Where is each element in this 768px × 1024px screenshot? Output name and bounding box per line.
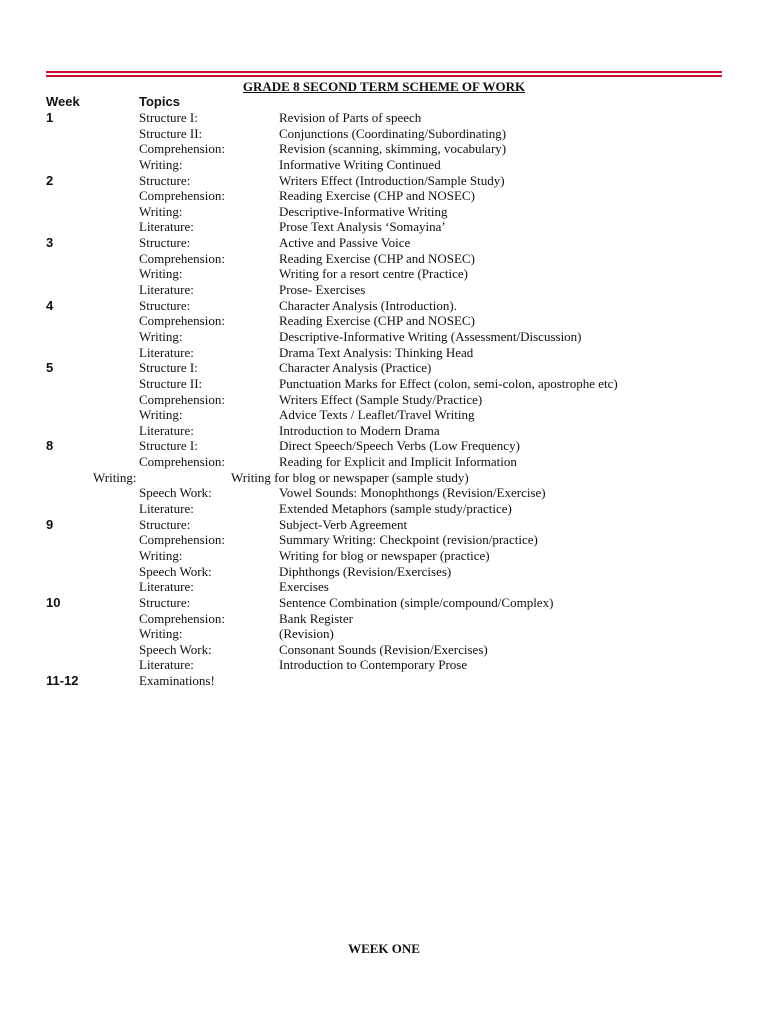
table-row: [0, 517, 768, 533]
table-row: [0, 579, 768, 595]
table-row: [0, 282, 768, 298]
table-row: [0, 454, 768, 470]
topic-description: Reading for Explicit and Implicit Information: [279, 454, 517, 470]
table-row: [0, 485, 768, 501]
topic-description: Reading Exercise (CHP and NOSEC): [279, 188, 475, 204]
topic-category: Comprehension:: [139, 141, 225, 157]
topic-description: Consonant Sounds (Revision/Exercises): [279, 641, 488, 657]
topic-category: Speech Work:: [139, 641, 212, 657]
topic-category: Structure:: [139, 516, 191, 532]
topic-category: Speech Work:: [139, 563, 212, 579]
topic-description: Extended Metaphors (sample study/practice): [279, 501, 512, 517]
topic-description: Introduction to Modern Drama: [279, 422, 440, 438]
topic-category: Literature:: [139, 579, 194, 595]
topic-description: Character Analysis (Introduction).: [279, 297, 457, 313]
topic-description: Informative Writing Continued: [279, 156, 441, 172]
table-row: [0, 173, 768, 189]
topic-category: Writing:: [139, 626, 183, 642]
topic-description: Prose Text Analysis ‘Somayina’: [279, 219, 446, 235]
table-row: [0, 470, 768, 486]
topic-description: Writers Effect (Introduction/Sample Study): [279, 172, 505, 188]
scheme-table: [0, 110, 768, 689]
week-number: 1: [46, 110, 54, 125]
table-row: [0, 376, 768, 392]
topic-description: Sentence Combination (simple/compound/Complex): [279, 594, 554, 610]
topic-category: Writing:: [139, 547, 183, 563]
table-row: [0, 141, 768, 157]
topic-category: Structure II:: [139, 125, 203, 141]
topic-category: Writing:: [139, 328, 183, 344]
topic-category: Comprehension:: [139, 391, 225, 407]
table-row: [0, 251, 768, 267]
topic-description: Bank Register: [279, 610, 354, 626]
week-column-header: Week: [46, 94, 80, 109]
topic-description: Descriptive-Informative Writing (Assessment/Discussion): [279, 328, 582, 344]
topic-description: Introduction to Contemporary Prose: [279, 657, 468, 673]
topic-category: Comprehension:: [139, 188, 225, 204]
topic-category: Comprehension:: [139, 454, 225, 470]
table-row: [0, 204, 768, 220]
table-row: [0, 611, 768, 627]
topic-description: Revision (scanning, skimming, vocabulary): [279, 141, 507, 157]
topic-category: Literature:: [139, 344, 194, 360]
table-header: [0, 94, 768, 110]
topic-category: Literature:: [139, 501, 194, 517]
week-number: 3: [46, 235, 54, 251]
topic-category: Structure:: [139, 297, 191, 313]
header-rule-bottom: [46, 75, 722, 77]
table-row: [0, 532, 768, 548]
table-row: [0, 548, 768, 564]
table-row: [0, 501, 768, 517]
table-row: [0, 595, 768, 611]
topic-category: Comprehension:: [139, 532, 225, 548]
topic-category: Writing:: [139, 156, 183, 172]
topic-description: Writers Effect (Sample Study/Practice): [279, 391, 483, 407]
topic-category: Structure:: [139, 594, 191, 610]
table-row: [0, 423, 768, 439]
topic-category: Literature:: [139, 422, 194, 438]
topic-category: Structure I:: [139, 110, 198, 125]
table-row: [0, 188, 768, 204]
topic-category: Literature:: [139, 219, 194, 235]
table-row: [0, 126, 768, 142]
topic-description: Reading Exercise (CHP and NOSEC): [279, 250, 475, 266]
topic-category: Literature:: [139, 657, 194, 673]
topic-description: Conjunctions (Coordinating/Subordinating): [279, 125, 507, 141]
table-row: [0, 360, 768, 376]
topic-category: Writing:: [139, 266, 183, 282]
topic-description: Writing for a resort centre (Practice): [279, 266, 468, 282]
topic-description: Exercises: [279, 579, 329, 595]
table-row: [0, 673, 768, 689]
topic-category: Writing:: [139, 407, 183, 423]
topic-category: Structure I:: [139, 438, 198, 454]
week-number: 5: [46, 360, 54, 376]
topic-description: Direct Speech/Speech Verbs (Low Frequency): [279, 438, 520, 454]
topic-description: Drama Text Analysis: Thinking Head: [279, 344, 474, 360]
table-row: [0, 564, 768, 580]
topic-description: Active and Passive Voice: [279, 235, 411, 251]
document-title: GRADE 8 SECOND TERM SCHEME OF WORK: [242, 79, 526, 94]
table-row: [0, 157, 768, 173]
table-row: [0, 219, 768, 235]
table-row: [0, 407, 768, 423]
topic-category: Structure:: [139, 235, 191, 251]
topic-description: Prose- Exercises: [279, 282, 366, 298]
week-number: 10: [46, 594, 61, 610]
table-row: [0, 313, 768, 329]
topic-category: Speech Work:: [139, 485, 212, 501]
topic-description: Revision of Parts of speech: [279, 110, 422, 125]
topic-description: Punctuation Marks for Effect (colon, semi-colon, apostrophe etc): [279, 375, 618, 391]
topic-description: Descriptive-Informative Writing: [279, 203, 448, 219]
section-heading: WEEK ONE: [348, 941, 420, 956]
topic-category: Examinations!: [139, 673, 215, 689]
table-row: [0, 345, 768, 361]
topic-category: Writing:: [139, 203, 183, 219]
topic-category: Writing:: [93, 469, 137, 485]
week-number: 4: [46, 297, 54, 313]
table-row: [0, 235, 768, 251]
table-row: [0, 110, 768, 126]
table-row: [0, 438, 768, 454]
table-row: [0, 298, 768, 314]
table-row: [0, 642, 768, 658]
topic-description: Diphthongs (Revision/Exercises): [279, 563, 452, 579]
table-row: [0, 266, 768, 282]
topic-category: Structure II:: [139, 375, 203, 391]
topic-category: Comprehension:: [139, 610, 225, 626]
topics-column-header: Topics: [139, 94, 180, 109]
topic-description: Reading Exercise (CHP and NOSEC): [279, 313, 475, 329]
week-number: 8: [46, 438, 54, 454]
table-row: [0, 329, 768, 345]
topic-category: Comprehension:: [139, 250, 225, 266]
topic-category: Structure I:: [139, 360, 198, 376]
topic-category: Comprehension:: [139, 313, 225, 329]
week-number: 11-12: [46, 673, 79, 689]
table-row: [0, 657, 768, 673]
week-number: 2: [46, 172, 54, 188]
topic-description: (Revision): [279, 626, 334, 642]
topic-category: Literature:: [139, 282, 194, 298]
table-row: [0, 392, 768, 408]
topic-description: Writing for blog or newspaper (practice): [279, 547, 490, 563]
header-rule-top: [46, 71, 722, 73]
topic-description: Summary Writing: Checkpoint (revision/practice): [279, 532, 538, 548]
topic-description: Character Analysis (Practice): [279, 360, 432, 376]
table-row: [0, 626, 768, 642]
topic-description: Writing for blog or newspaper (sample study): [231, 469, 469, 485]
topic-description: Vowel Sounds: Monophthongs (Revision/Exercise): [279, 485, 546, 501]
topic-description: Subject-Verb Agreement: [279, 516, 408, 532]
topic-category: Structure:: [139, 172, 191, 188]
topic-description: Advice Texts / Leaflet/Travel Writing: [279, 407, 475, 423]
week-number: 9: [46, 516, 54, 532]
